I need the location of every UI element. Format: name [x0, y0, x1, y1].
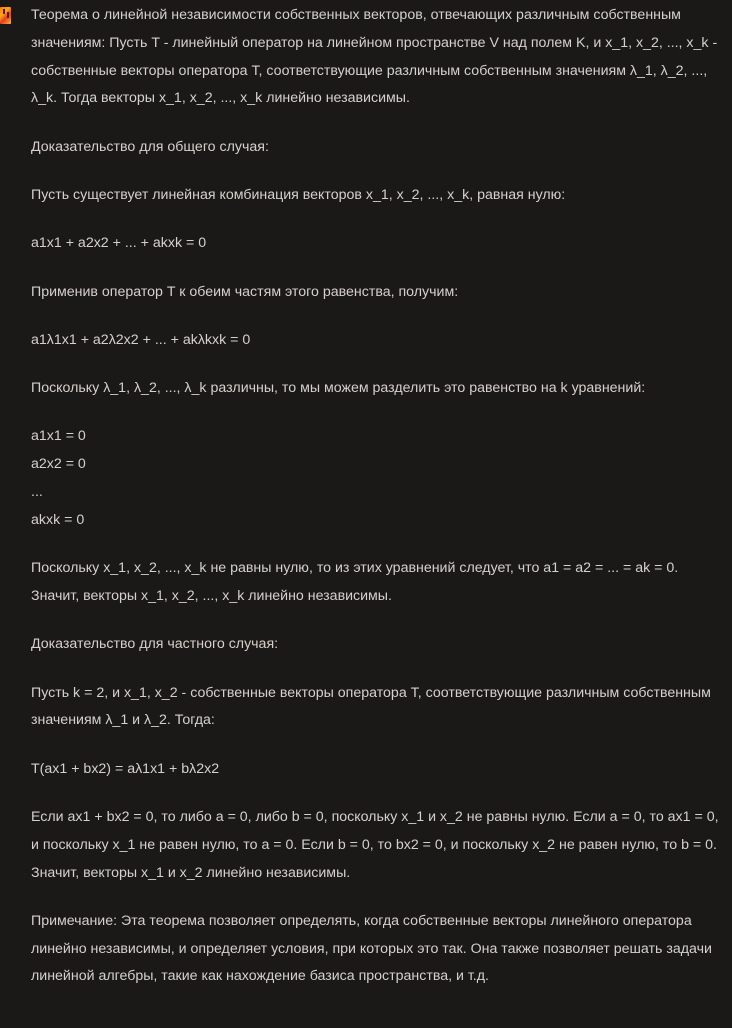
special-proof-setup: Пусть k = 2, и x_1, x_2 - собственные векторы оператора T, соответствующие различным собственным значениям λ_1 и λ_2. Тогда:	[31, 684, 711, 729]
theorem-statement: Теорема о линейной независимости собственных векторов, отвечающих различным собственным значениям: Пусть T - линейный оператор на линейном пространстве V над полем K, и x_1, x_2, ..., x_k - собственные векторы оператора T, соответствующие различным собственным значениям λ_1, λ_2, ..., λ_k. Тогда векторы x_1, x_2, ..., x_k линейно независимы.	[31, 7, 718, 107]
equation-k: akxk = 0	[31, 511, 85, 528]
note-paragraph: Примечание: Эта теорема позволяет определять, когда собственные векторы линейного оператора линейно независимы, и определяет условия, при которых это так. Она также позволяет решать задачи линейной алгебры, такие как нахождение базиса пространства, и т.д.	[31, 912, 712, 985]
general-proof-heading: Доказательство для общего случая:	[31, 138, 269, 155]
equation-list	[31, 423, 725, 534]
equation-ellipsis: ...	[31, 484, 43, 501]
general-proof-step-2: Применив оператор T к обеим частям этого равенства, получим:	[31, 283, 459, 300]
equation-linear-combination: a1x1 + a2x2 + ... + akxk = 0	[31, 235, 207, 252]
equation-1: a1x1 = 0	[31, 428, 86, 445]
general-proof-conclusion: Поскольку x_1, x_2, ..., x_k не равны нулю, то из этих уравнений следует, что a1 = a2 = ... = ak = 0. Значит, векторы x_1, x_2, ..., x_k линейно независимы.	[31, 560, 679, 604]
equation-2: a2x2 = 0	[31, 456, 86, 473]
general-proof-step-3: Поскольку λ_1, λ_2, ..., λ_k различны, то мы можем разделить это равенство на k уравнений:	[31, 380, 646, 397]
equation-special-case: T(ax1 + bx2) = aλ1x1 + bλ2x2	[31, 760, 220, 777]
general-proof-step-1: Пусть существует линейная комбинация векторов x_1, x_2, ..., x_k, равная нулю:	[31, 186, 566, 203]
special-proof-argument: Если ax1 + bx2 = 0, то либо a = 0, либо b = 0, поскольку x_1 и x_2 не равны нулю. Если a = 0, то ax1 = 0, и поскольку x_1 не равен нулю, то a = 0. Если b = 0, то bx2 = 0, и поскольку x_2 не равен нулю, то b = 0. Значит, векторы x_1 и x_2 линейно независимы.	[31, 808, 719, 881]
assistant-message	[31, 2, 725, 1012]
special-proof-heading: Доказательство для частного случая:	[31, 636, 279, 653]
assistant-avatar-icon	[0, 7, 11, 24]
equation-operator-applied: a1λ1x1 + a2λ2x2 + ... + akλkxk = 0	[31, 331, 251, 348]
